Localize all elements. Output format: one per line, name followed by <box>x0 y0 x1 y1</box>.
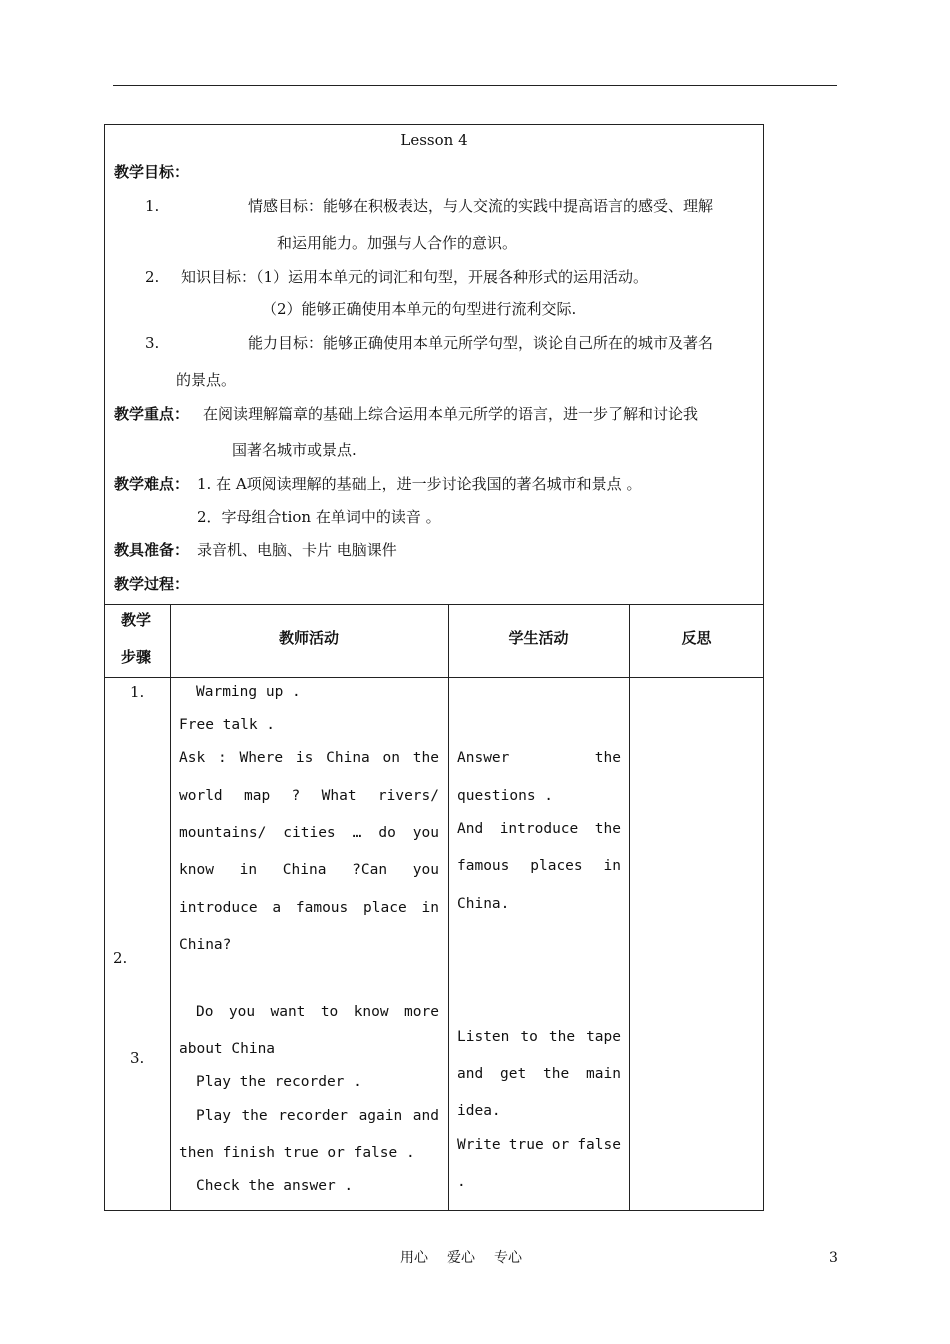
word: Write <box>457 1137 501 1153</box>
word: China <box>326 750 370 766</box>
student-listen <box>457 1027 621 1047</box>
column-divider-2 <box>448 604 449 1211</box>
key-points-line1: 在阅读理解篇章的基础上综合运用本单元所学的语言，进一步了解和讨论我 <box>203 405 699 423</box>
teacher-ask-line <box>179 823 439 843</box>
teacher-play-again <box>196 1106 439 1126</box>
teacher-ask-line <box>179 898 439 918</box>
teacher-ask-line <box>179 860 439 880</box>
header-reflection: 反思 <box>681 629 712 647</box>
student-dot: . <box>457 1174 466 1190</box>
teacher-ask-line <box>179 786 439 806</box>
word: tape <box>586 1029 621 1045</box>
word: the <box>594 821 621 837</box>
objective-2-line2: （2）能够正确使用本单元的句型进行流利交际. <box>262 300 577 318</box>
word: Where <box>239 750 284 766</box>
teacher-play-recorder: Play the recorder . <box>196 1074 362 1090</box>
materials-heading: 教具准备： <box>114 541 190 559</box>
word: main <box>586 1066 621 1082</box>
difficulties-line2: 2．字母组合tion 在单词中的读音 。 <box>197 508 441 526</box>
word: … <box>352 825 362 841</box>
word: on <box>382 750 401 766</box>
word: rivers/ <box>377 788 439 804</box>
page-number: 3 <box>829 1250 838 1266</box>
teacher-ask-line <box>179 748 439 768</box>
objective-3-number: 3. <box>145 334 160 352</box>
word: more <box>404 1004 439 1020</box>
word: again <box>358 1108 403 1124</box>
header-step-line2: 步骤 <box>121 648 152 666</box>
word: the <box>241 1108 268 1124</box>
teacher-check-answer: Check the answer . <box>196 1178 354 1194</box>
materials-text: 录音机、电脑、卡片 电脑课件 <box>197 541 397 559</box>
word: or <box>551 1137 570 1153</box>
word: is <box>295 750 314 766</box>
header-step-line1: 教学 <box>121 611 152 629</box>
difficulties-heading: 教学难点： <box>114 475 190 493</box>
word: place <box>363 900 407 916</box>
objective-1-line1: 情感目标：能够在积极表达，与人交流的实践中提高语言的感受、理解 <box>248 197 714 215</box>
word: introduce <box>499 821 579 837</box>
word: true <box>508 1137 544 1153</box>
process-heading: 教学过程： <box>114 575 190 593</box>
word: : <box>217 750 227 766</box>
word: Do <box>196 1004 214 1020</box>
step-number: 3. <box>130 1049 145 1067</box>
word: Ask <box>179 750 206 766</box>
student-answer <box>457 748 621 768</box>
teacher-warming-up: Warming up . <box>196 684 301 700</box>
word: China <box>282 862 327 878</box>
difficulties-line1: 1. 在 A项阅读理解的基础上，进一步讨论我国的著名城市和景点 。 <box>197 475 642 493</box>
teacher-china-question: China? <box>179 937 232 953</box>
word: places <box>530 858 583 874</box>
objective-2-line1: 知识目标：（1）运用本单元的词汇和句型，开展各种形式的运用活动。 <box>181 268 649 286</box>
word: famous <box>295 900 349 916</box>
objective-2-number: 2. <box>145 268 160 286</box>
step-number: 1. <box>130 683 145 701</box>
word: ? <box>291 788 301 804</box>
word: and <box>457 1066 484 1082</box>
word: a <box>272 900 282 916</box>
student-and-get <box>457 1064 621 1084</box>
header-rule <box>113 85 837 86</box>
word: false <box>577 1137 621 1153</box>
word: world <box>179 788 223 804</box>
column-divider-1 <box>170 604 171 1211</box>
word: get <box>500 1066 527 1082</box>
word: to <box>320 1004 339 1020</box>
teacher-then-finish: then finish true or false . <box>179 1145 415 1161</box>
teacher-free-talk: Free talk . <box>179 717 276 733</box>
word: Play <box>196 1108 231 1124</box>
word: in <box>239 862 258 878</box>
word: in <box>603 858 621 874</box>
key-points-line2: 国著名城市或景点. <box>232 441 357 459</box>
word: do <box>378 825 396 841</box>
column-divider-3 <box>629 604 630 1211</box>
word: want <box>270 1004 306 1020</box>
word: you <box>412 825 439 841</box>
student-idea: idea. <box>457 1103 501 1119</box>
word: Answer <box>457 750 510 766</box>
step-number: 2. <box>113 949 128 967</box>
student-questions: questions . <box>457 788 554 804</box>
word: and <box>412 1108 439 1124</box>
footer-motto-2: 爱心 <box>447 1250 475 1266</box>
word: ?Can <box>352 862 388 878</box>
word: cities <box>283 825 336 841</box>
word: recorder <box>278 1108 349 1124</box>
footer-motto-3: 专心 <box>494 1250 522 1266</box>
header-bottom-border <box>104 677 764 678</box>
word: the <box>412 750 439 766</box>
objective-1-line2: 和运用能力。加强与人合作的意识。 <box>277 234 518 252</box>
objective-1-number: 1. <box>145 197 160 215</box>
table-top-border <box>104 604 764 605</box>
objective-3-line2: 的景点。 <box>176 371 237 389</box>
word: map <box>244 788 271 804</box>
teacher-about-china: about China <box>179 1041 276 1057</box>
objectives-heading: 教学目标： <box>114 163 190 181</box>
teacher-do-you-want <box>196 1002 439 1022</box>
word: in <box>421 900 439 916</box>
student-and-introduce <box>457 819 621 839</box>
student-write <box>457 1135 621 1155</box>
word: know <box>179 862 214 878</box>
objective-3-line1: 能力目标：能够正确使用本单元所学句型，谈论自己所在的城市及著名 <box>248 334 714 352</box>
word: know <box>353 1004 389 1020</box>
header-teacher: 教师活动 <box>278 629 339 647</box>
word: And <box>457 821 484 837</box>
lesson-title: Lesson 4 <box>400 131 468 149</box>
word: famous <box>457 858 510 874</box>
key-points-heading: 教学重点： <box>114 405 190 423</box>
footer-motto-1: 用心 <box>400 1250 428 1266</box>
word: introduce <box>179 900 258 916</box>
word: the <box>543 1066 570 1082</box>
word: What <box>321 788 357 804</box>
word: the <box>594 750 621 766</box>
word: you <box>228 1004 256 1020</box>
word: Listen <box>457 1029 510 1045</box>
word: the <box>548 1029 576 1045</box>
word: you <box>412 862 439 878</box>
word: mountains/ <box>179 825 267 841</box>
header-student: 学生活动 <box>508 629 569 647</box>
student-china: China. <box>457 896 510 912</box>
word: to <box>520 1029 538 1045</box>
student-famous-places <box>457 856 621 876</box>
